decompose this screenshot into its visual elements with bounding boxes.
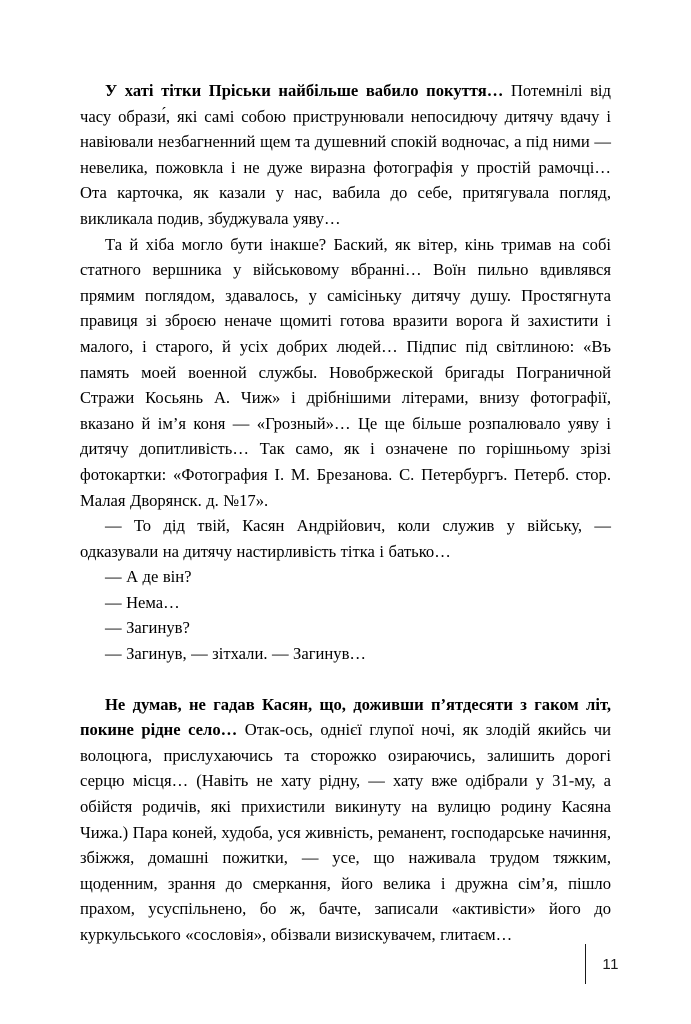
- dialogue-line-1-body: — А де він?: [105, 567, 192, 587]
- folio-divider-rule: [585, 944, 586, 984]
- paragraph-8-body: Отак-ось, однієї глупої ночі, як злодій якийсь чи волоцюга, прислухаючись та сторожко озираючись, залишить дорогі серцю місця… (Навіть не хату рідну, — хату вже одібрали у 31-му, а обійстя родичів, які прихистили викинуту на вулицю родину Касяна Чижа.) Пара коней, худоба, уся живність, реманент, господарське начиння, збіжжя, домашні пожитки, — усе, що наживала трудом тяжким, щоденним, зрання до смеркання, його велика і дружна сім’я, пішло прахом, усуспільнено, бо ж, бачте, записали «активісти» його до куркульського «сословія», обізвали визискувачем, глитаєм…: [80, 720, 611, 944]
- paragraph-1-body: Потемнілі від часу образи́, які самі собою приструнювали непосидючу дитячу вдачу і навіювали незбагненний щем та душевний спокій водночас, а під ними — невелика, пожовкла і не дуже виразна фотографія у простій рамочці… Ота карточка, як казали у нас, вабила до себе, притягувала погляд, викликала подив, збуджувала уяву…: [80, 81, 611, 228]
- paragraph-1-bold-lead: У хаті тітки Пріськи найбільше вабило покуття…: [105, 81, 504, 100]
- paragraph-3-dialogue-intro: [80, 513, 611, 564]
- paragraph-2-body: Та й хіба могло бути інакше? Баский, як вітер, кінь тримав на собі статного вершника у військовому вбранні… Воїн пильно вдивлявся прямим поглядом, здавалось, у самісіньку дитячу душу. Простягнута правиця зі зброєю неначе щомиті готова вразити ворога й захистити і малого, і старого, й усіх добрих людей… Підпис під світлиною: «Въ память моей военной службы. Новобржеской бригады Пограничной Стражи Косьянь А. Чиж» і дрібнішими літерами, внизу фотографії, вказано й ім’я коня — «Грозный»… Це ще більше розпалювало уяву і дитячу допитливість… Так само, як і означене по горішньому зрізі фотокартки: «Фотография І. М. Брезанова. С. Петербургъ. Петерб. стор. Малая Дворянск. д. №17».: [80, 234, 611, 510]
- paragraph-1: [80, 78, 611, 232]
- paragraph-8-bold-lead: Не думав, не гадав Касян, що, доживши п’ятдесяти з гаком літ, покине рідне село…: [80, 694, 611, 740]
- dialogue-line-4: [80, 641, 611, 667]
- paragraph-8: [80, 692, 611, 948]
- page-text-block: [80, 78, 611, 948]
- paragraph-2: [80, 232, 611, 514]
- dialogue-line-3: [80, 615, 611, 641]
- dialogue-line-3-body: — Загинув?: [105, 618, 190, 638]
- page-number: 11: [602, 955, 619, 973]
- dialogue-line-2-body: — Нема…: [105, 592, 180, 612]
- dialogue-line-2: [80, 590, 611, 616]
- paragraph-3-body: — То дід твій, Касян Андрійович, коли служив у війську, — одказували на дитячу настирливість тітка і батько…: [80, 516, 611, 561]
- dialogue-line-4-body: — Загинув, — зітхали. — Загинув…: [105, 644, 366, 664]
- page-folio: [585, 944, 619, 984]
- dialogue-line-1: [80, 564, 611, 590]
